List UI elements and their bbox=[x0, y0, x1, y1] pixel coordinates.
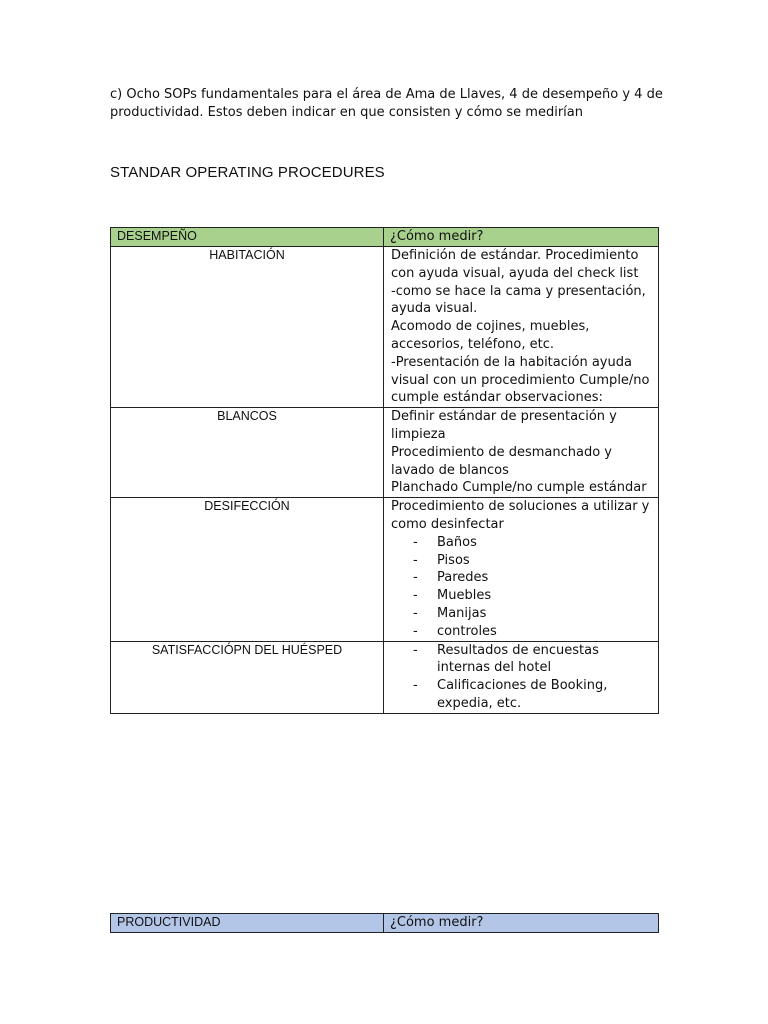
row-category: HABITACIÓN bbox=[111, 247, 384, 408]
table-row bbox=[111, 641, 659, 713]
list-item: - Pisos bbox=[391, 552, 652, 570]
row-description bbox=[384, 408, 659, 498]
description-line: Procedimiento de desmanchado y lavado de blancos bbox=[391, 444, 612, 478]
list-item: - Resultados de encuestas internas del hotel bbox=[391, 642, 652, 678]
description-line: Acomodo de cojines, muebles, accesorios, teléfono, etc. bbox=[391, 319, 590, 352]
description-line: Procedimiento de soluciones a utilizar y como desinfectar bbox=[391, 499, 650, 532]
list-item: - Calificaciones de Booking, expedia, etc. bbox=[391, 677, 652, 713]
description-line: Planchado Cumple/no cumple estándar bbox=[391, 480, 647, 496]
row-description bbox=[384, 247, 659, 408]
description-line: -Presentación de la habitación ayuda visual con un procedimiento Cumple/no cumple estándar observaciones: bbox=[391, 354, 650, 406]
row-category: DESIFECCIÓN bbox=[111, 498, 384, 641]
header-desempeno: DESEMPEÑO bbox=[111, 228, 384, 247]
description-line: Definir estándar de presentación y limpieza bbox=[391, 409, 617, 442]
list-item: - Manijas bbox=[391, 605, 652, 623]
row-category: BLANCOS bbox=[111, 408, 384, 498]
row-description bbox=[384, 641, 659, 713]
header-productividad: PRODUCTIVIDAD bbox=[111, 914, 384, 933]
bullet-list bbox=[391, 642, 652, 713]
description-line: -como se hace la cama y presentación, ayuda visual. bbox=[391, 283, 646, 317]
document-title: STANDAR OPERATING PROCEDURES bbox=[110, 164, 385, 181]
header-como-medir: ¿Cómo medir? bbox=[384, 228, 659, 247]
list-item: - Paredes bbox=[391, 569, 652, 587]
productivity-table-header bbox=[111, 914, 659, 933]
row-category: SATISFACCIÓPN DEL HUÉSPED bbox=[111, 641, 384, 713]
performance-table-header bbox=[111, 228, 659, 247]
list-item: - Muebles bbox=[391, 587, 652, 605]
list-item: - controles bbox=[391, 623, 652, 641]
intro-paragraph: c) Ocho SOPs fundamentales para el área de Ama de Llaves, 4 de desempeño y 4 de productividad. Estos deben indicar en que consisten y cómo se medirían bbox=[110, 87, 663, 120]
productivity-table bbox=[110, 913, 659, 933]
header-como-medir: ¿Cómo medir? bbox=[384, 914, 659, 933]
table-row bbox=[111, 247, 659, 408]
performance-table bbox=[110, 227, 659, 714]
table-row bbox=[111, 498, 659, 641]
table-row bbox=[111, 408, 659, 498]
row-description bbox=[384, 498, 659, 641]
description-line: Definición de estándar. Procedimiento con ayuda visual, ayuda del check list bbox=[391, 248, 639, 281]
list-item: - Baños bbox=[391, 534, 652, 552]
bullet-list bbox=[391, 534, 652, 641]
